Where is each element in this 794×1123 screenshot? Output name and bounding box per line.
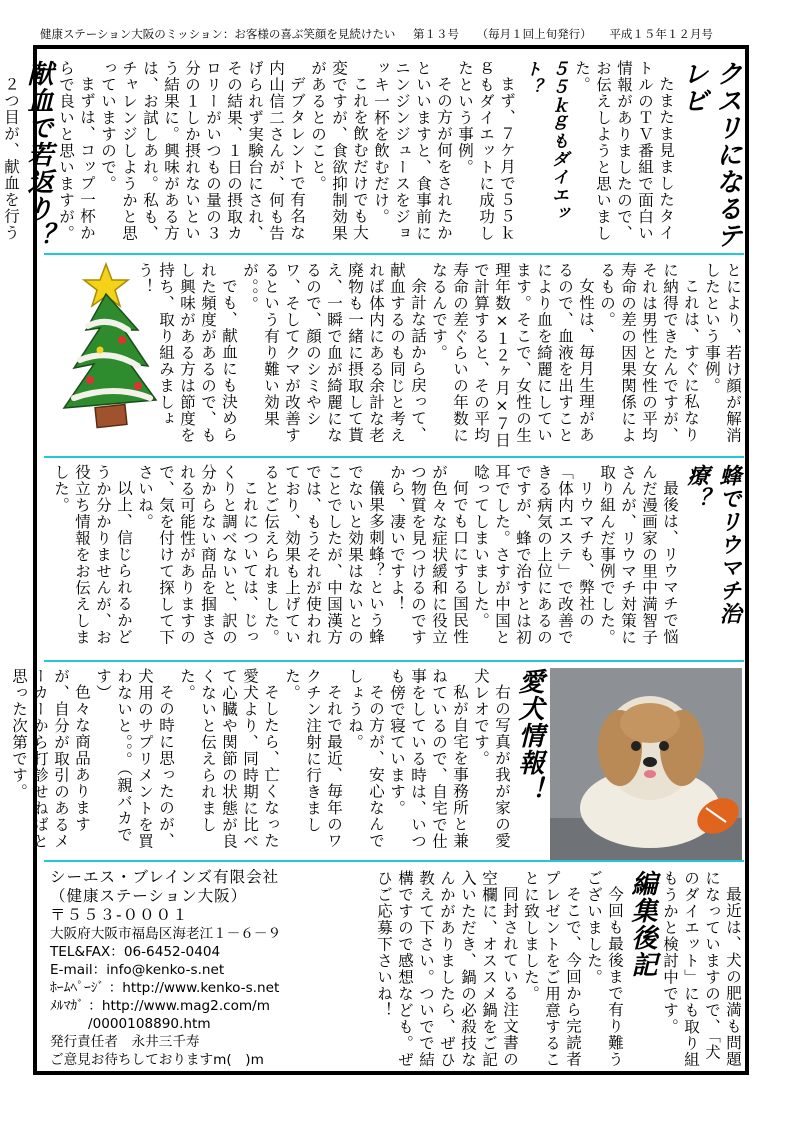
- ryumachi-title: 蜂でリウマチ治療？: [684, 464, 741, 625]
- closing-note: ご意見お待ちしておりますm( )m: [50, 1052, 264, 1068]
- tv-title: クスリになるテレビ: [678, 60, 742, 249]
- blood-paragraph: 女性は、毎月生理があるので、血液を出すことにより血を綺麗にしています。そこで、女性の生理年数×１２ヶ月×７日で計算すると、その平均寿命の差ぐらいの年数になるんです。: [430, 262, 595, 449]
- issue-date: 平成１５年１２月号: [609, 27, 713, 41]
- ryumachi-paragraph: 以上、信じられるかどうか分かりませんが、お役立ち情報をお伝えしました。: [52, 464, 133, 646]
- blood-article: [136, 262, 743, 454]
- editor-paragraph: 最近は、犬の肥満も問題になっていますので、「犬のダイエット」にも取り組もうかと検討中です。: [661, 870, 742, 1068]
- mailmag-link[interactable]: ﾒﾙﾏｶﾞ ：http://www.mag2.com/m: [50, 998, 270, 1014]
- tv-intro: たまたま見ましたタイトルのＴＶ番組で面白い情報がありましたので、お伝えしようと思いました。: [573, 60, 675, 242]
- divider-2: [44, 456, 744, 458]
- tel-fax: TEL&FAX：06-6452-0404: [50, 944, 221, 960]
- ryumachi-paragraph: 何でも口にする国民性が色々な症状緩和に役立つ物質を見つけるのですから、凄いですよ！: [388, 464, 469, 646]
- tv-article: [2, 60, 744, 252]
- dog-paragraph: それで最近、毎年のワクチン注射に行きました。: [283, 668, 343, 849]
- frequency-text: （毎月１回上旬発行）: [476, 27, 592, 41]
- mailmag-link-cont[interactable]: /0000108890.htm: [88, 1016, 211, 1032]
- address: 大阪府大阪市福島区海老江１－６－９: [50, 926, 282, 942]
- email[interactable]: E-mail：info@kenko-s.net: [50, 962, 225, 978]
- divider-1: [44, 253, 744, 255]
- blood-title: 献血で若返り？: [23, 60, 53, 249]
- dog-article: [10, 668, 546, 858]
- christmas-tree-icon: [60, 260, 210, 450]
- dog-paragraph: その方が、安心なんでしょうね。: [346, 668, 385, 849]
- tv-paragraph: その方が何をされたかといいますと、食事前にニンジンジュースをジョッキ一杯を飲むだけ。: [372, 60, 453, 242]
- dog-photo-icon: [550, 668, 742, 860]
- tv-paragraph: ２つ目が、献血を行う: [2, 75, 20, 241]
- ryumachi-paragraph: 儀果多刺蜂？という蜂でないと効果はないとのことでしたが、中国漢方では、もうそれが使われており、効果も上げているとご伝えられました。: [262, 464, 385, 646]
- blood-paragraph: とにより、若け顔が解消したという事例。: [703, 262, 742, 444]
- company-name: シーエス・ブレインズ有限会社: [50, 868, 280, 886]
- divider-4: [44, 860, 744, 862]
- tv-paragraph: これを飲むだけでも大変ですが、食欲抑制効果があるとのこと。: [309, 60, 369, 242]
- contact-block: [50, 868, 340, 1069]
- tv-subtitle: ５５ｋｇもダイエット？: [521, 60, 568, 222]
- mission-text: 健康ステーション大阪のミッション：お客様の喜ぶ笑顔を見続けたい: [40, 27, 396, 41]
- editor-paragraph: そこで、今回から完読者プレゼントをご用意することに致しました。: [522, 870, 582, 1068]
- dog-title: 愛犬情報！: [514, 668, 544, 803]
- dog-photo: [550, 668, 742, 860]
- dog-paragraph: 私が自宅を事務所と兼ねているので、自宅で仕事をしている時は、いつも傍で寝ています。: [388, 668, 469, 850]
- divider-3: [44, 660, 744, 662]
- dog-paragraph: その時に思ったのが、犬用のサプリメントを買わないと。。。（親バカです）: [94, 668, 175, 850]
- editor-paragraph: 同封されている注文書の空欄に、オススメ鍋をご記入いただき、鍋の必殺技なんかがありましたら、ぜひ教えて下さい。ついでで結構ですので感想なども。ぜひご応募下さいね！: [375, 870, 519, 1068]
- editor-title: 編集後記: [627, 870, 657, 978]
- tv-paragraph: まず、７ケ月で５５ｋｇもダイエットに成功したという事例。: [456, 60, 516, 242]
- homepage-link[interactable]: ﾎｰﾑﾍﾟｰｼﾞ ：http://www.kenko-s.net: [50, 980, 280, 996]
- dog-paragraph: そしたら、亡くなった愛犬より、同時期に比べて心臓や関節の状態が良くないと伝えられました。: [178, 668, 280, 850]
- tv-paragraph: まずは、コップ一杯からで良いと思いますが。: [57, 60, 96, 242]
- company-subname: （健康ステーション大阪）: [50, 887, 248, 905]
- issue-number: 第１３号: [413, 27, 460, 41]
- dog-paragraph: 色々な商品ありますが、自分が取引のあるメーカーから打診せねばと思った次第です。: [10, 668, 91, 850]
- ryumachi-paragraph: リウマチも、弊社の「体内エステ」で改善できる病気の上位にあるのですが、蜂で治すとは初耳でした。さすが中国と唸ってしまいました。: [472, 464, 595, 646]
- publisher: 発行責任者 永井三千寿: [50, 1034, 200, 1050]
- blood-paragraph: これは、すぐに私なりに納得できたんですが、それは男性と女性の平均寿命の差の因果関係によるもの。: [598, 262, 700, 444]
- tv-paragraph: デブタレントで有名な内山信二さんが、何も告げられず実験台にされ、その結果、１日の摂取カロリーがいつもの量の３分の１しか摂れないという結果に。興味がある方は、お試しあれ。私も、チャレンジしようかと思っていますので。: [99, 60, 306, 242]
- ryumachi-paragraph: 最後は、リウマチで悩んだ漫画家の里中満智子さんが、リウマチ対策に取り組んだ事例でした。: [598, 464, 679, 646]
- ryumachi-article: [44, 464, 744, 658]
- dog-paragraph: 右の写真が我が家の愛犬レオです。: [472, 668, 511, 849]
- editor-paragraph: 今回も最後まで有り難うございました。: [585, 870, 624, 1067]
- blood-paragraph: 余計な話から戻って、献血するのも同じと考えれば体内にある余計な老廃物も一緒に摂取して貰え、一瞬で血が綺麗になるので、顔のシミやシワ、そしてクマが改善するという有り難い効果が。。。: [241, 262, 427, 444]
- blood-paragraph: でも、献血にも決められた頻度があるので、もし興味がある方は節度を持ち、取り組みましょう！: [136, 262, 238, 444]
- ryumachi-paragraph: これについては、じっくりと調べないと、訳の分からない商品を掴まされる可能性がありますので、気を付けて探して下さいね。: [136, 464, 259, 646]
- editor-notes: [345, 870, 743, 1068]
- page-header: [40, 26, 756, 44]
- postal-code: 〒５５３-０００１: [50, 906, 189, 924]
